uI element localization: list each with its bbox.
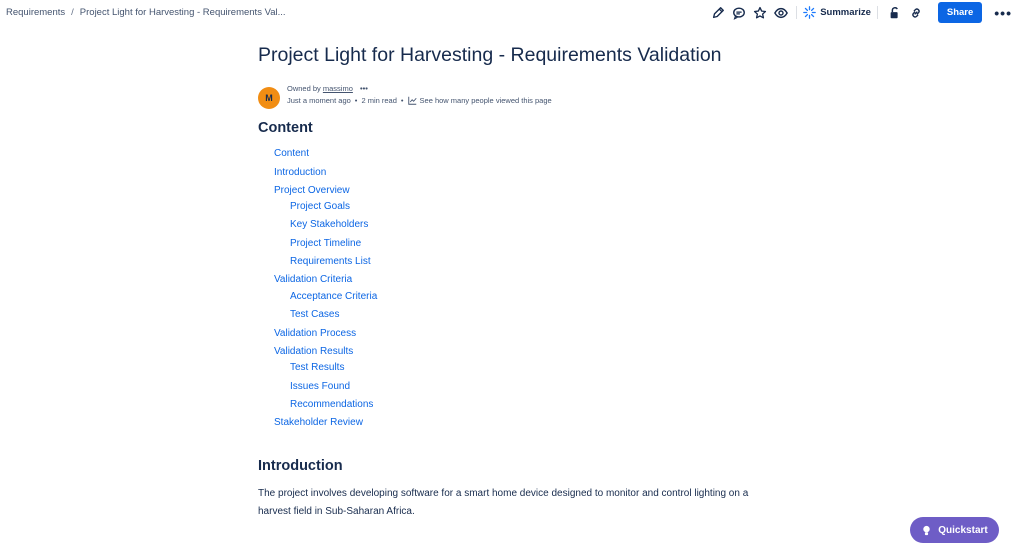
watch-icon[interactable]: [771, 3, 790, 22]
breadcrumb-separator: /: [71, 7, 74, 18]
toc-item[interactable]: Test Cases: [290, 309, 340, 320]
summarize-icon: [803, 6, 816, 19]
toc-item[interactable]: Test Results: [290, 362, 345, 373]
toc-item[interactable]: Acceptance Criteria: [290, 290, 378, 302]
toc-item[interactable]: Stakeholder Review: [274, 417, 363, 428]
lightbulb-icon: [921, 525, 932, 536]
more-actions-button[interactable]: •••: [994, 4, 1012, 21]
top-bar: [0, 0, 1024, 26]
toolbar-divider: [877, 6, 878, 19]
breadcrumb: [6, 7, 286, 18]
toc-item[interactable]: Key Stakeholders: [290, 219, 369, 230]
toc-item[interactable]: Project Overview: [274, 184, 350, 196]
breadcrumb-requirements[interactable]: Requirements: [6, 7, 66, 18]
page-content: [258, 40, 818, 517]
page-meta-line: [287, 96, 552, 105]
quickstart-label: Quickstart: [938, 524, 988, 536]
meta-separator: •: [400, 96, 404, 105]
summarize-label: Summarize: [820, 7, 871, 18]
page-actions: [706, 2, 1012, 23]
content-heading: Content: [258, 120, 313, 136]
link-icon[interactable]: [907, 3, 926, 22]
owner-more-button[interactable]: •••: [359, 84, 368, 93]
toc-item[interactable]: Introduction: [274, 166, 327, 178]
summarize-button[interactable]: [803, 6, 871, 19]
byline: [258, 83, 678, 109]
share-button[interactable]: Share: [938, 2, 982, 23]
analytics-icon: [408, 96, 417, 105]
breadcrumb-current-page[interactable]: Project Light for Harvesting - Requirements Val...: [79, 7, 286, 18]
meta-separator: •: [354, 96, 358, 105]
edit-icon[interactable]: [708, 3, 727, 22]
toc-item[interactable]: Requirements List: [290, 255, 371, 267]
toc-item[interactable]: Validation Results: [274, 346, 354, 357]
owner-line: [287, 84, 368, 93]
owned-by-label: Owned by: [287, 84, 321, 93]
quickstart-button[interactable]: [910, 517, 999, 543]
comment-icon[interactable]: [729, 3, 748, 22]
star-icon[interactable]: [750, 3, 769, 22]
introduction-heading: Introduction: [258, 458, 343, 474]
avatar[interactable]: M: [258, 87, 280, 109]
page-title: Project Light for Harvesting - Requirements Validation: [258, 44, 722, 66]
toc-item[interactable]: Validation Process: [274, 327, 357, 339]
toc-item[interactable]: Validation Criteria: [274, 274, 353, 285]
introduction-text: The project involves developing software for a smart home device designed to monitor and control lighting on a harvest field in Sub-Saharan Africa.: [258, 488, 749, 517]
toc-item[interactable]: Project Timeline: [290, 237, 362, 249]
page-views-link[interactable]: See how many people viewed this page: [419, 96, 552, 105]
owner-link[interactable]: massimo: [322, 84, 353, 93]
toc-item[interactable]: Project Goals: [290, 200, 351, 212]
updated-time: Just a moment ago: [287, 96, 351, 105]
restrictions-icon[interactable]: [886, 3, 905, 22]
toc-item[interactable]: Issues Found: [290, 380, 351, 392]
toc-item[interactable]: Content: [274, 148, 310, 159]
toolbar-divider: [796, 6, 797, 19]
read-time: 2 min read: [361, 96, 397, 105]
toc-item[interactable]: Recommendations: [290, 398, 374, 410]
